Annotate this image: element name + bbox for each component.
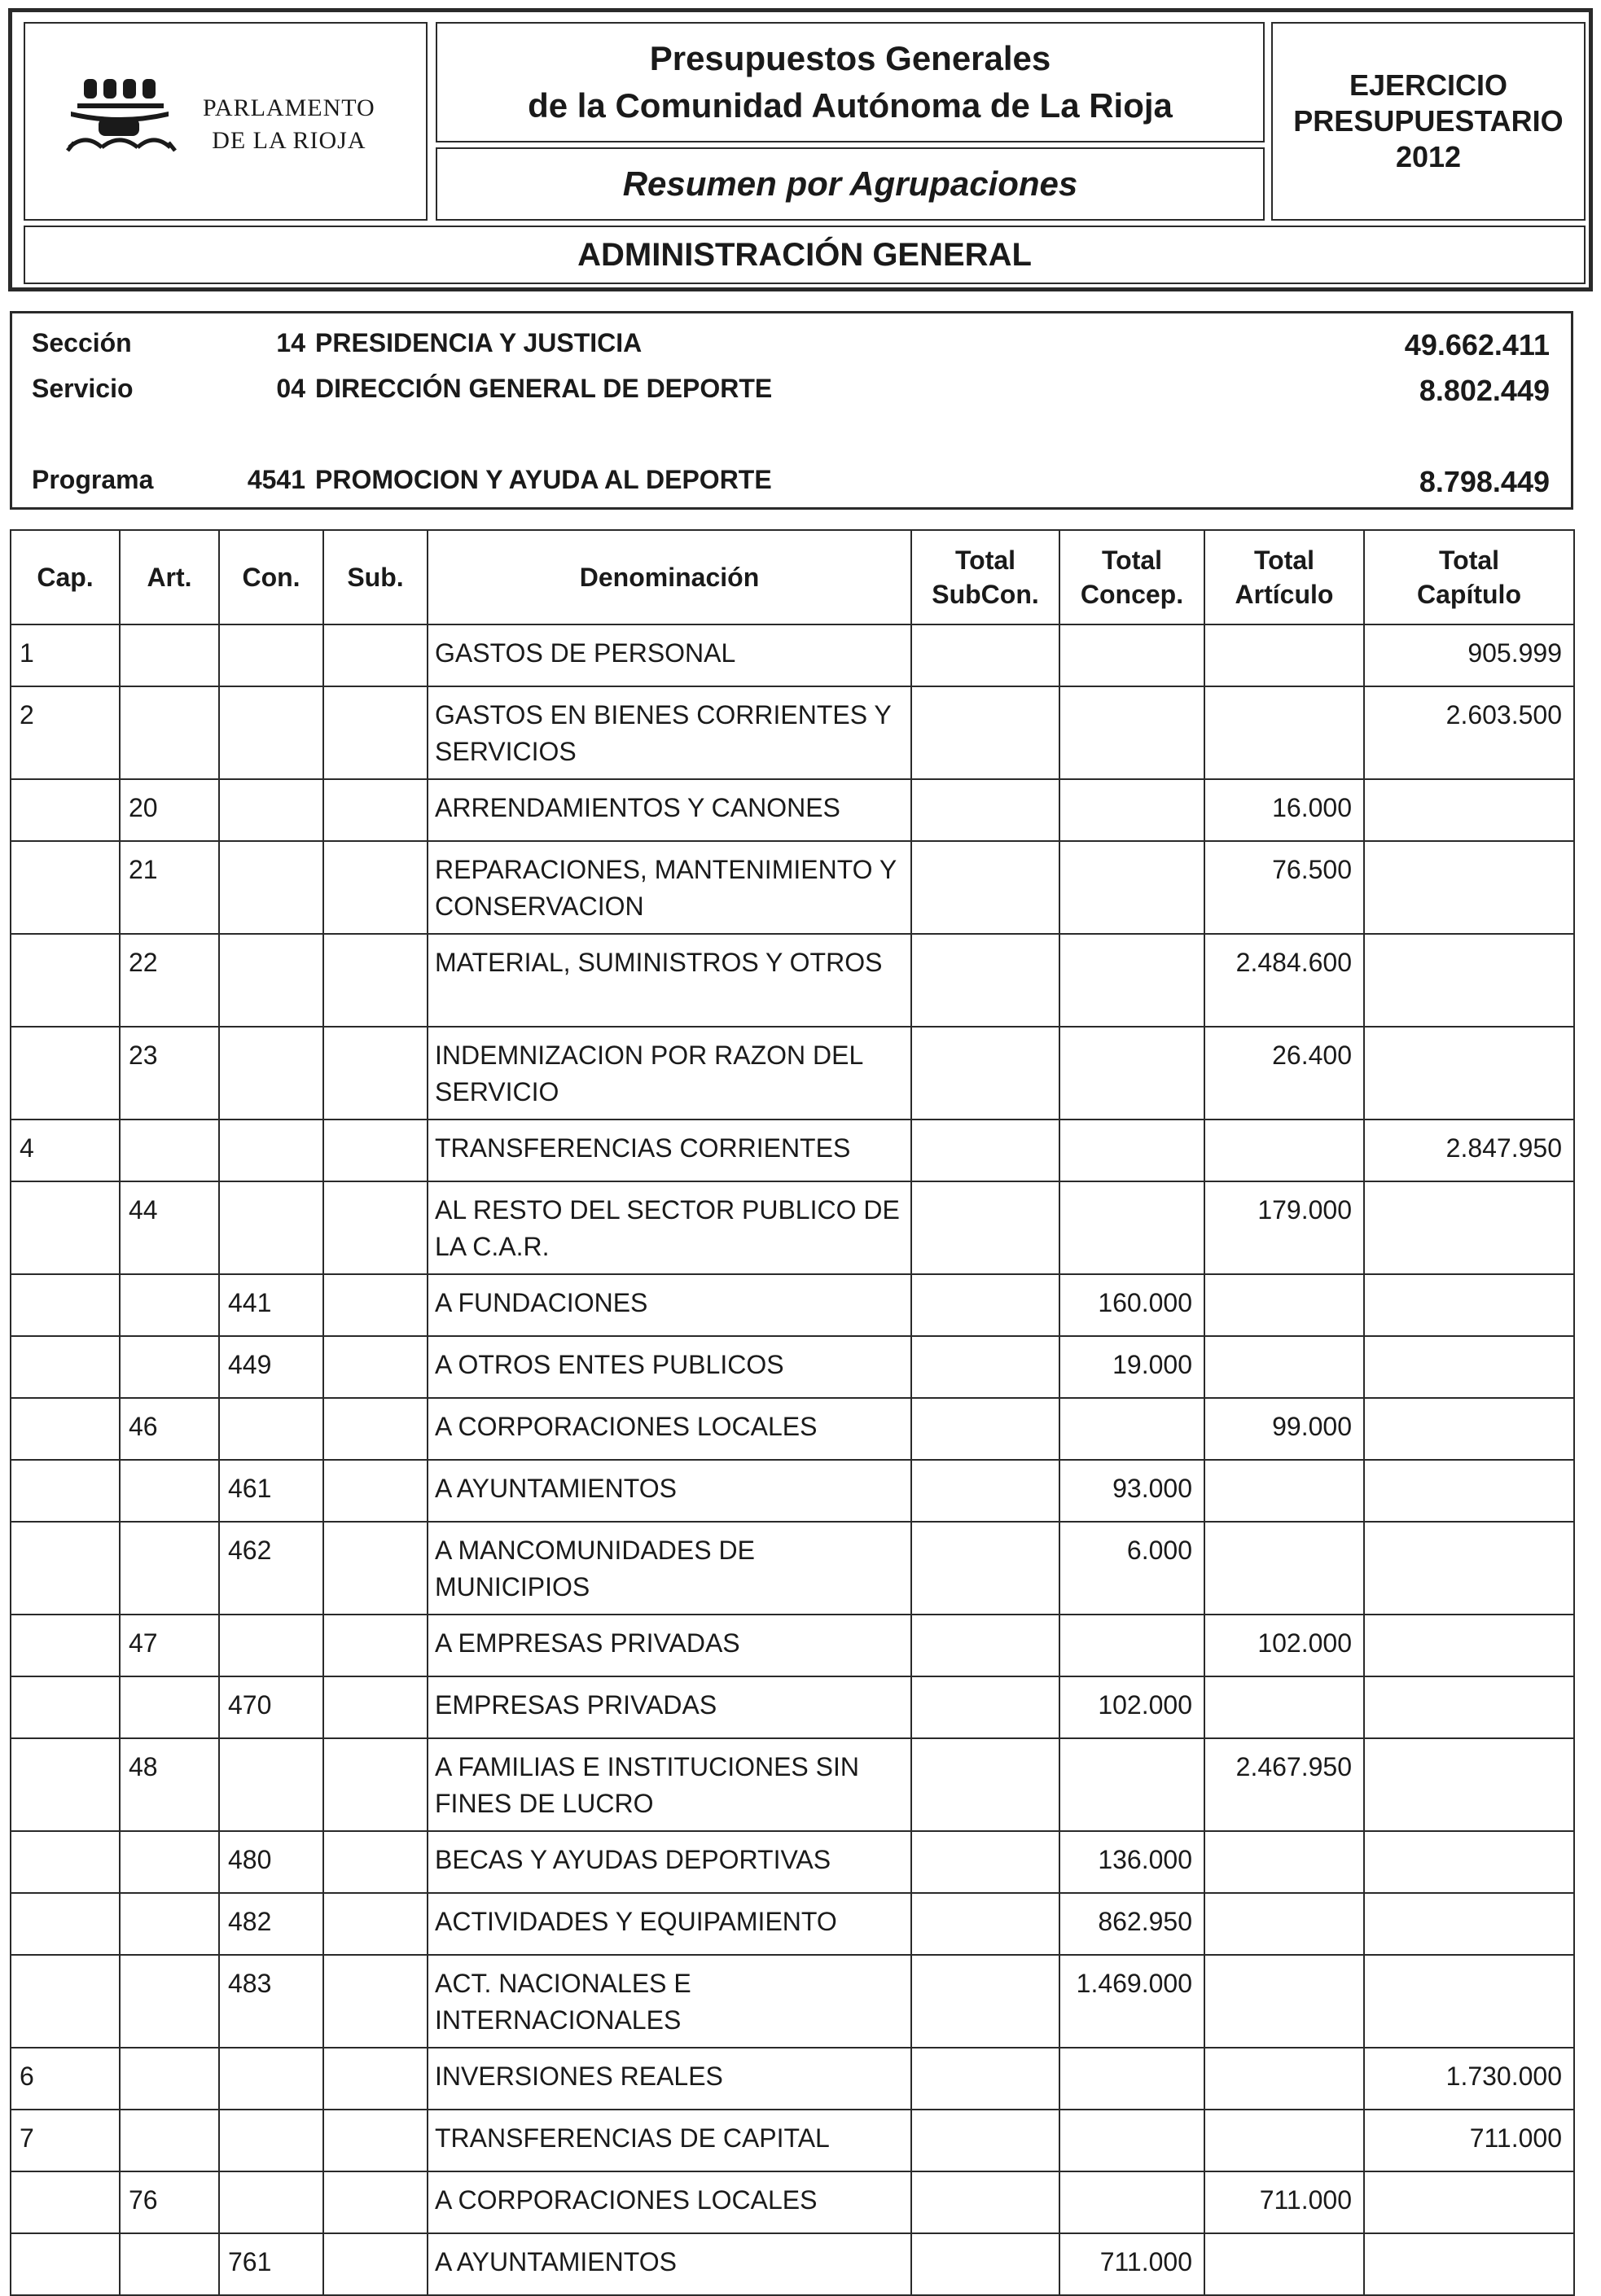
cell-art: 46	[120, 1398, 219, 1460]
cell-total-subcon	[911, 1274, 1059, 1336]
cell-total-subcon	[911, 624, 1059, 686]
cell-total-articulo: 76.500	[1204, 841, 1364, 934]
cell-sub	[323, 2048, 428, 2110]
cell-cap: 7	[11, 2110, 120, 2171]
cell-cap	[11, 1738, 120, 1831]
header-total-articulo-line2: Artículo	[1235, 580, 1334, 609]
cell-sub	[323, 2233, 428, 2295]
cell-con: 761	[219, 2233, 323, 2295]
cell-total-subcon	[911, 1181, 1059, 1274]
table-row	[11, 1893, 1574, 1955]
table-row	[11, 1274, 1574, 1336]
cell-total-articulo	[1204, 1336, 1364, 1398]
table-row	[11, 1831, 1574, 1893]
cell-total-capitulo	[1364, 1676, 1574, 1738]
cell-denominacion: MATERIAL, SUMINISTROS Y OTROS	[428, 934, 911, 1027]
cell-art: 21	[120, 841, 219, 934]
cell-cap	[11, 779, 120, 841]
cell-denominacion: ACTIVIDADES Y EQUIPAMIENTO	[428, 1893, 911, 1955]
cell-con	[219, 1181, 323, 1274]
cell-total-articulo	[1204, 1831, 1364, 1893]
cell-total-capitulo	[1364, 934, 1574, 1027]
cell-con: 470	[219, 1676, 323, 1738]
cell-art: 23	[120, 1027, 219, 1120]
cell-denominacion: A OTROS ENTES PUBLICOS	[428, 1336, 911, 1398]
table-row	[11, 1738, 1574, 1831]
cell-art: 20	[120, 779, 219, 841]
cell-cap	[11, 1274, 120, 1336]
cell-art	[120, 1893, 219, 1955]
header-total-subcon-line2: SubCon.	[932, 580, 1039, 609]
programa-code: 4541	[247, 465, 305, 494]
document-header	[8, 8, 1593, 291]
cell-sub	[323, 1120, 428, 1181]
table-body	[11, 624, 1574, 2295]
cell-total-subcon	[911, 2048, 1059, 2110]
administration-title: ADMINISTRACIÓN GENERAL	[24, 226, 1586, 284]
cell-sub	[323, 779, 428, 841]
cell-sub	[323, 686, 428, 779]
cell-con: 480	[219, 1831, 323, 1893]
cell-sub	[323, 1181, 428, 1274]
seccion-amount: 49.662.411	[1404, 328, 1550, 361]
logo-text-line2: DE LA RIOJA	[212, 127, 366, 154]
header-total-capitulo-line2: Capítulo	[1417, 580, 1521, 609]
cell-denominacion: A CORPORACIONES LOCALES	[428, 2171, 911, 2233]
cell-cap: 6	[11, 2048, 120, 2110]
cell-con	[219, 2048, 323, 2110]
header-cap: Cap.	[11, 530, 120, 624]
cell-con	[219, 1738, 323, 1831]
cell-sub	[323, 1615, 428, 1676]
cell-denominacion: AL RESTO DEL SECTOR PUBLICO DE LA C.A.R.	[428, 1181, 911, 1274]
cell-denominacion: ARRENDAMIENTOS Y CANONES	[428, 779, 911, 841]
header-total-concep-line1: Total	[1101, 546, 1163, 575]
seccion-name: PRESIDENCIA Y JUSTICIA	[315, 328, 643, 357]
cell-total-subcon	[911, 2171, 1059, 2233]
cell-con: 449	[219, 1336, 323, 1398]
table-row	[11, 686, 1574, 779]
cell-con	[219, 1120, 323, 1181]
table-row	[11, 1676, 1574, 1738]
cell-total-concep	[1059, 2048, 1204, 2110]
cell-cap: 1	[11, 624, 120, 686]
cell-total-concep	[1059, 1738, 1204, 1831]
cell-total-articulo	[1204, 624, 1364, 686]
cell-total-articulo	[1204, 1120, 1364, 1181]
cell-con: 483	[219, 1955, 323, 2048]
cell-sub	[323, 1831, 428, 1893]
header-art: Art.	[120, 530, 219, 624]
cell-total-capitulo	[1364, 1398, 1574, 1460]
header-total-subcon-line1: Total	[954, 546, 1016, 575]
cell-total-articulo	[1204, 1955, 1364, 2048]
cell-total-articulo	[1204, 2233, 1364, 2295]
cell-total-subcon	[911, 1893, 1059, 1955]
cell-total-concep	[1059, 1398, 1204, 1460]
header-total-concep	[1059, 530, 1204, 624]
cell-cap	[11, 1398, 120, 1460]
table-row	[11, 1615, 1574, 1676]
cell-denominacion: TRANSFERENCIAS DE CAPITAL	[428, 2110, 911, 2171]
cell-total-concep: 6.000	[1059, 1522, 1204, 1615]
cell-total-concep	[1059, 1615, 1204, 1676]
cell-cap	[11, 1615, 120, 1676]
cell-total-capitulo: 1.730.000	[1364, 2048, 1574, 2110]
cell-cap	[11, 1522, 120, 1615]
programa-amount: 8.798.449	[1419, 465, 1550, 498]
cell-cap	[11, 2233, 120, 2295]
cell-total-capitulo	[1364, 1460, 1574, 1522]
fiscal-year-box	[1271, 22, 1586, 221]
table-row	[11, 934, 1574, 1027]
cell-con	[219, 779, 323, 841]
cell-sub	[323, 2171, 428, 2233]
cell-denominacion: A MANCOMUNIDADES DE MUNICIPIOS	[428, 1522, 911, 1615]
table-row	[11, 1181, 1574, 1274]
cell-denominacion: A CORPORACIONES LOCALES	[428, 1398, 911, 1460]
servicio-label: Servicio	[32, 374, 134, 403]
table-row	[11, 1120, 1574, 1181]
cell-art	[120, 2233, 219, 2295]
cell-total-articulo: 26.400	[1204, 1027, 1364, 1120]
cell-con	[219, 1398, 323, 1460]
cell-sub	[323, 1676, 428, 1738]
cell-sub	[323, 1893, 428, 1955]
cell-total-capitulo	[1364, 1955, 1574, 2048]
cell-denominacion: GASTOS EN BIENES CORRIENTES Y SERVICIOS	[428, 686, 911, 779]
cell-total-concep	[1059, 841, 1204, 934]
cell-total-capitulo: 711.000	[1364, 2110, 1574, 2171]
table-row	[11, 1336, 1574, 1398]
servicio-amount: 8.802.449	[1419, 374, 1550, 407]
cell-total-capitulo	[1364, 1181, 1574, 1274]
cell-total-capitulo	[1364, 1522, 1574, 1615]
cell-total-articulo	[1204, 2048, 1364, 2110]
header-denominacion: Denominación	[428, 530, 911, 624]
programa-name: PROMOCION Y AYUDA AL DEPORTE	[315, 465, 772, 494]
cell-total-subcon	[911, 841, 1059, 934]
cell-con: 482	[219, 1893, 323, 1955]
document-title	[436, 22, 1265, 142]
cell-cap	[11, 934, 120, 1027]
logo-text	[203, 92, 375, 157]
header-sub: Sub.	[323, 530, 428, 624]
header-total-subcon	[911, 530, 1059, 624]
table-row	[11, 2110, 1574, 2171]
table-row	[11, 841, 1574, 934]
cell-cap	[11, 1336, 120, 1398]
cell-total-capitulo	[1364, 1615, 1574, 1676]
table-row	[11, 1522, 1574, 1615]
table-row	[11, 1955, 1574, 2048]
cell-total-articulo	[1204, 1522, 1364, 1615]
cell-sub	[323, 841, 428, 934]
cell-total-concep: 1.469.000	[1059, 1955, 1204, 2048]
cell-cap	[11, 1955, 120, 2048]
logo-text-line1: PARLAMENTO	[203, 94, 375, 121]
cell-total-subcon	[911, 1831, 1059, 1893]
cell-total-concep: 136.000	[1059, 1831, 1204, 1893]
cell-total-articulo	[1204, 1676, 1364, 1738]
table-row	[11, 1027, 1574, 1120]
cell-art: 47	[120, 1615, 219, 1676]
cell-con	[219, 624, 323, 686]
cell-art	[120, 2110, 219, 2171]
cell-con: 461	[219, 1460, 323, 1522]
cell-art	[120, 1120, 219, 1181]
cell-total-concep	[1059, 934, 1204, 1027]
title-line1: Presupuestos Generales	[649, 39, 1051, 77]
cell-sub	[323, 1460, 428, 1522]
cell-con	[219, 686, 323, 779]
cell-total-subcon	[911, 1615, 1059, 1676]
cell-denominacion: GASTOS DE PERSONAL	[428, 624, 911, 686]
cell-denominacion: INVERSIONES REALES	[428, 2048, 911, 2110]
cell-denominacion: INDEMNIZACION POR RAZON DEL SERVICIO	[428, 1027, 911, 1120]
cell-art	[120, 1831, 219, 1893]
cell-cap	[11, 1181, 120, 1274]
cell-con: 441	[219, 1274, 323, 1336]
cell-con	[219, 2171, 323, 2233]
cell-total-articulo	[1204, 1893, 1364, 1955]
cell-total-concep: 862.950	[1059, 1893, 1204, 1955]
cell-total-capitulo: 2.603.500	[1364, 686, 1574, 779]
cell-total-capitulo: 905.999	[1364, 624, 1574, 686]
cell-art	[120, 1955, 219, 2048]
cell-total-subcon	[911, 2110, 1059, 2171]
cell-con	[219, 841, 323, 934]
cell-total-capitulo	[1364, 779, 1574, 841]
cell-art: 48	[120, 1738, 219, 1831]
header-total-articulo	[1204, 530, 1364, 624]
cell-denominacion: A AYUNTAMIENTOS	[428, 2233, 911, 2295]
cell-total-concep: 93.000	[1059, 1460, 1204, 1522]
table-row	[11, 2171, 1574, 2233]
cell-total-concep: 711.000	[1059, 2233, 1204, 2295]
servicio-name: DIRECCIÓN GENERAL DE DEPORTE	[315, 374, 773, 403]
cell-total-articulo: 16.000	[1204, 779, 1364, 841]
budget-info-section	[10, 311, 1573, 510]
cell-total-concep: 19.000	[1059, 1336, 1204, 1398]
ejercicio-year: 2012	[1395, 140, 1462, 173]
cell-total-capitulo	[1364, 841, 1574, 934]
cell-total-articulo	[1204, 1460, 1364, 1522]
cell-total-subcon	[911, 1120, 1059, 1181]
cell-sub	[323, 1027, 428, 1120]
seccion-label: Sección	[32, 328, 132, 357]
budget-table	[10, 529, 1575, 2296]
table-header-row	[11, 530, 1574, 624]
cell-con	[219, 1615, 323, 1676]
table-row	[11, 1398, 1574, 1460]
seccion-row	[12, 328, 1571, 361]
cell-denominacion: A AYUNTAMIENTOS	[428, 1460, 911, 1522]
cell-con	[219, 2110, 323, 2171]
cell-art: 44	[120, 1181, 219, 1274]
cell-art	[120, 1336, 219, 1398]
cell-total-articulo: 179.000	[1204, 1181, 1364, 1274]
cell-total-subcon	[911, 1398, 1059, 1460]
cell-cap	[11, 1027, 120, 1120]
cell-denominacion: A FUNDACIONES	[428, 1274, 911, 1336]
cell-total-subcon	[911, 1027, 1059, 1120]
cell-denominacion: A EMPRESAS PRIVADAS	[428, 1615, 911, 1676]
cell-con	[219, 934, 323, 1027]
header-total-concep-line2: Concep.	[1080, 580, 1184, 609]
cell-total-articulo	[1204, 686, 1364, 779]
servicio-code: 04	[276, 374, 305, 403]
cell-total-subcon	[911, 779, 1059, 841]
cell-total-articulo: 99.000	[1204, 1398, 1364, 1460]
cell-sub	[323, 1955, 428, 2048]
cell-total-subcon	[911, 934, 1059, 1027]
cell-cap	[11, 841, 120, 934]
cell-total-subcon	[911, 1336, 1059, 1398]
seccion-code: 14	[276, 328, 305, 357]
cell-total-subcon	[911, 1738, 1059, 1831]
cell-total-concep	[1059, 1027, 1204, 1120]
logo-box	[24, 22, 428, 221]
cell-denominacion: A FAMILIAS E INSTITUCIONES SIN FINES DE LUCRO	[428, 1738, 911, 1831]
cell-total-capitulo: 2.847.950	[1364, 1120, 1574, 1181]
header-total-capitulo-line1: Total	[1438, 546, 1500, 575]
cell-total-capitulo	[1364, 1893, 1574, 1955]
cell-total-capitulo	[1364, 1027, 1574, 1120]
cell-total-capitulo	[1364, 1738, 1574, 1831]
cell-total-articulo: 2.484.600	[1204, 934, 1364, 1027]
cell-total-concep: 102.000	[1059, 1676, 1204, 1738]
cell-total-subcon	[911, 2233, 1059, 2295]
cell-total-subcon	[911, 1676, 1059, 1738]
ejercicio-line1: EJERCICIO	[1349, 68, 1508, 102]
table-row	[11, 779, 1574, 841]
table-row	[11, 1460, 1574, 1522]
cell-total-articulo	[1204, 2110, 1364, 2171]
cell-sub	[323, 1398, 428, 1460]
cell-art	[120, 1676, 219, 1738]
cell-sub	[323, 1522, 428, 1615]
ejercicio-line2: PRESUPUESTARIO	[1293, 104, 1564, 138]
programa-row	[12, 465, 1571, 497]
cell-art	[120, 2048, 219, 2110]
cell-sub	[323, 1274, 428, 1336]
title-line2: de la Comunidad Autónoma de La Rioja	[528, 86, 1173, 125]
header-total-capitulo	[1364, 530, 1574, 624]
cell-total-articulo: 711.000	[1204, 2171, 1364, 2233]
servicio-row	[12, 374, 1571, 406]
cell-art: 22	[120, 934, 219, 1027]
cell-art	[120, 1274, 219, 1336]
cell-total-capitulo	[1364, 1336, 1574, 1398]
document-subtitle: Resumen por Agrupaciones	[436, 147, 1265, 221]
cell-cap	[11, 2171, 120, 2233]
table-row	[11, 624, 1574, 686]
cell-art	[120, 624, 219, 686]
cell-cap	[11, 1831, 120, 1893]
header-total-articulo-line1: Total	[1253, 546, 1315, 575]
cell-art	[120, 1522, 219, 1615]
programa-label: Programa	[32, 465, 154, 494]
cell-sub	[323, 934, 428, 1027]
cell-total-subcon	[911, 1522, 1059, 1615]
cell-total-articulo: 2.467.950	[1204, 1738, 1364, 1831]
cell-denominacion: TRANSFERENCIAS CORRIENTES	[428, 1120, 911, 1181]
cell-con: 462	[219, 1522, 323, 1615]
cell-cap	[11, 1893, 120, 1955]
cell-total-articulo: 102.000	[1204, 1615, 1364, 1676]
cell-art	[120, 1460, 219, 1522]
cell-cap: 4	[11, 1120, 120, 1181]
cell-denominacion: EMPRESAS PRIVADAS	[428, 1676, 911, 1738]
cell-total-capitulo	[1364, 2171, 1574, 2233]
cell-total-concep	[1059, 686, 1204, 779]
cell-total-articulo	[1204, 1274, 1364, 1336]
cell-total-concep	[1059, 779, 1204, 841]
cell-cap: 2	[11, 686, 120, 779]
parliament-logo-icon	[66, 72, 196, 170]
cell-cap	[11, 1676, 120, 1738]
header-con: Con.	[219, 530, 323, 624]
cell-total-capitulo	[1364, 1831, 1574, 1893]
cell-total-subcon	[911, 1460, 1059, 1522]
cell-total-concep	[1059, 1120, 1204, 1181]
table-row	[11, 2048, 1574, 2110]
cell-sub	[323, 2110, 428, 2171]
cell-sub	[323, 624, 428, 686]
cell-total-concep	[1059, 2110, 1204, 2171]
cell-total-concep	[1059, 1181, 1204, 1274]
cell-total-subcon	[911, 686, 1059, 779]
cell-denominacion: REPARACIONES, MANTENIMIENTO Y CONSERVACION	[428, 841, 911, 934]
cell-art: 76	[120, 2171, 219, 2233]
cell-art	[120, 686, 219, 779]
cell-total-concep	[1059, 624, 1204, 686]
cell-total-concep	[1059, 2171, 1204, 2233]
cell-con	[219, 1027, 323, 1120]
cell-sub	[323, 1336, 428, 1398]
cell-denominacion: ACT. NACIONALES E INTERNACIONALES	[428, 1955, 911, 2048]
cell-total-subcon	[911, 1955, 1059, 2048]
cell-total-capitulo	[1364, 1274, 1574, 1336]
cell-total-concep: 160.000	[1059, 1274, 1204, 1336]
cell-sub	[323, 1738, 428, 1831]
cell-denominacion: BECAS Y AYUDAS DEPORTIVAS	[428, 1831, 911, 1893]
cell-total-capitulo	[1364, 2233, 1574, 2295]
table-row	[11, 2233, 1574, 2295]
cell-cap	[11, 1460, 120, 1522]
